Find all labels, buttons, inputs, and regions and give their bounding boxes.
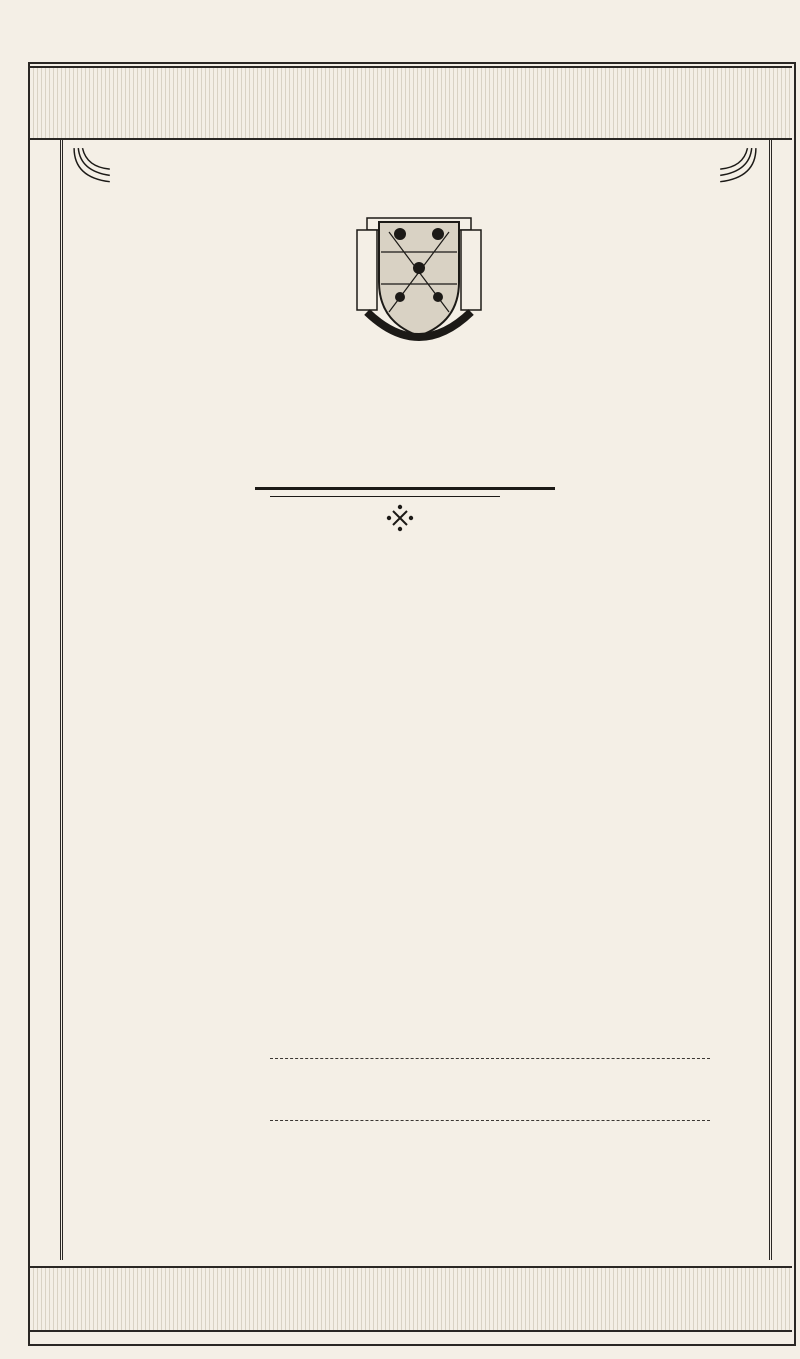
borough-heading: [0, 392, 800, 423]
divider-thin: [270, 496, 500, 497]
borough-crest-icon: [345, 212, 493, 354]
bottom-decorative-band: [30, 1266, 792, 1332]
top-decorative-band: [30, 66, 792, 140]
corner-flourish-right-icon: [716, 146, 758, 188]
year-rule-top: [270, 1058, 710, 1059]
cross-ornament-icon: [385, 503, 415, 533]
divider-thick: [255, 487, 555, 490]
year-rule-bottom: [270, 1120, 710, 1121]
corner-flourish-left-icon: [72, 146, 114, 188]
